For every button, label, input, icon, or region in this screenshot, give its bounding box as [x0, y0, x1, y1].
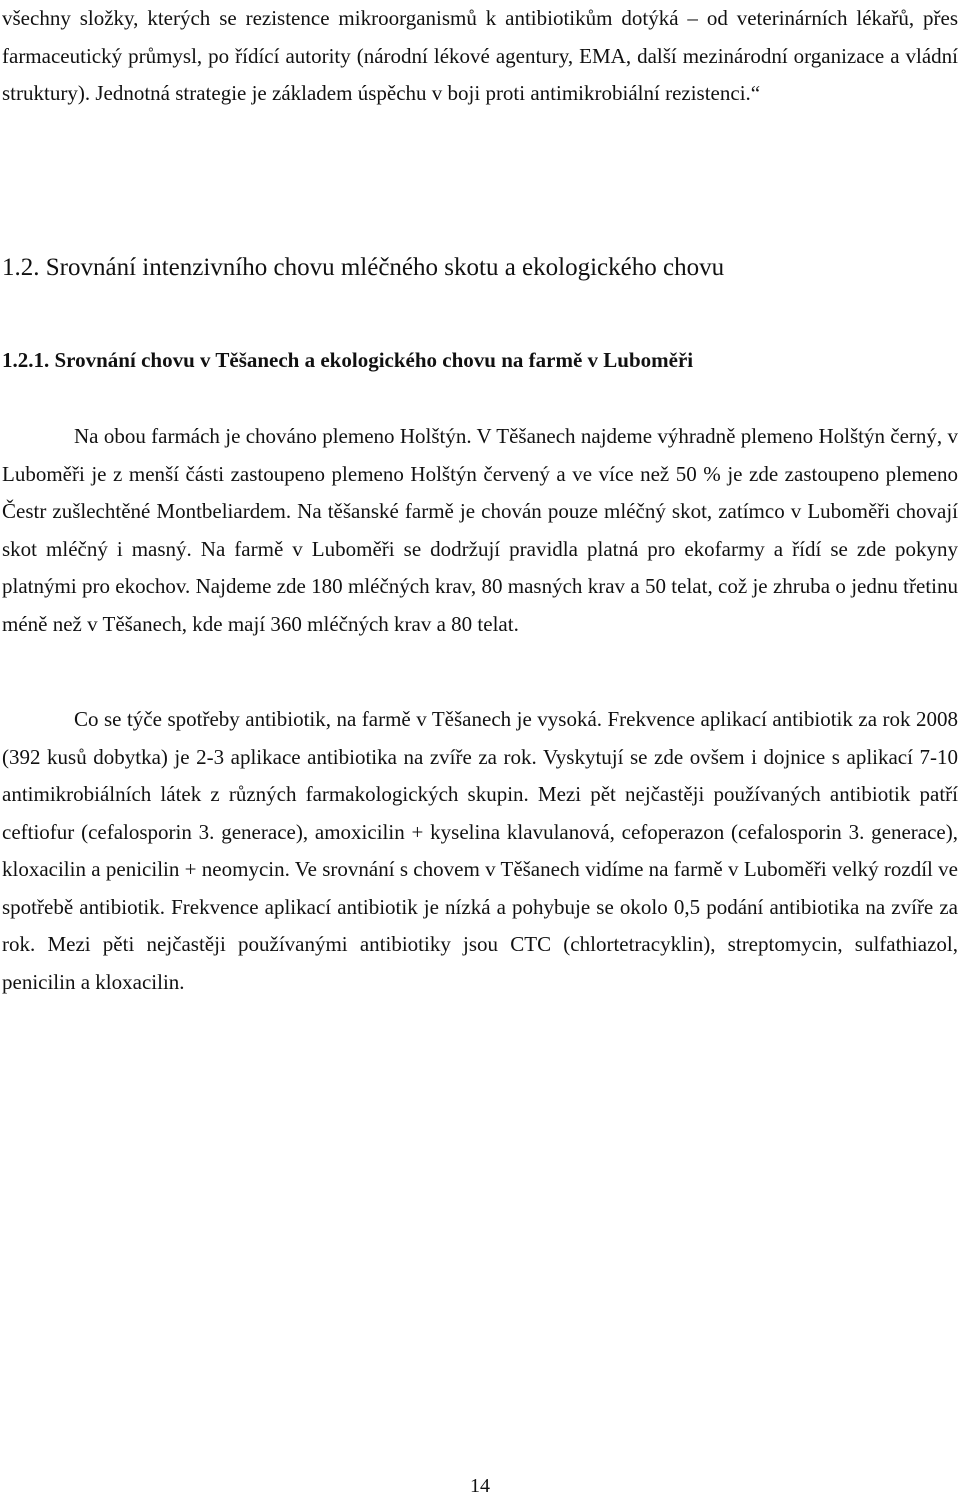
- section-heading: 1.2. Srovnání intenzivního chovu mléčného skotu a ekologického chovu: [2, 254, 725, 281]
- paragraph-antibiotics: Co se týče spotřeby antibiotik, na farmě v Těšanech je vysoká. Frekvence aplikací antibiotik za rok 2008 (392 kusů dobytka) je 2-3 aplikace antibiotika na zvíře za rok. Vyskytují se zde ovšem i dojnice s aplikací 7-10 antimikrobiálních látek z různých farmakologických skupin. Mezi pět nejčastěji používaných antibiotik patří ceftiofur (cefalosporin 3. generace), amoxicilin + kyselina klavulanová, cefoperazon (cefalosporin 3. generace), kloxacilin a penicilin + neomycin. Ve srovnání s chovem v Těšanech vidíme na farmě v Luboměři velký rozdíl ve spotřebě antibiotik. Frekvence aplikací antibiotik je nízká a pohybuje se okolo 0,5 podání antibiotika na zvíře za rok. Mezi pěti nejčastěji používanými antibiotiky jsou CTC (chlortetracyklin), streptomycin, sulfathiazol, penicilin a kloxacilin.: [2, 707, 958, 994]
- paragraph-intro-continued: všechny složky, kterých se rezistence mikroorganismů k antibiotikům dotýká – od veterinárních lékařů, přes farmaceutický průmysl, po řídící autority (národní lékové agentury, EMA, další mezinárodní organizace a vládní struktury). Jednotná strategie je základem úspěchu v boji proti antimikrobiální rezistenci.“: [2, 6, 958, 105]
- subsection-heading: 1.2.1. Srovnání chovu v Těšanech a ekologického chovu na farmě v Luboměři: [2, 348, 694, 372]
- page-number: 14: [470, 1475, 490, 1497]
- paragraph-breeds: Na obou farmách je chováno plemeno Holštýn. V Těšanech najdeme výhradně plemeno Holštýn černý, v Luboměři je z menší části zastoupeno plemeno Holštýn červený a ve více než 50 % je zde zastoupeno plemeno Čestr zušlechtěné Montbeliardem. Na těšanské farmě je chován pouze mléčný skot, zatímco v Luboměři chovají skot mléčný i masný. Na farmě v Luboměři se dodržují pravidla platná pro ekofarmy a řídí se zde pokyny platnými pro ekochov. Najdeme zde 180 mléčných krav, 80 masných krav a 50 telat, což je zhruba o jednu třetinu méně než v Těšanech, kde mají 360 mléčných krav a 80 telat.: [2, 424, 958, 636]
